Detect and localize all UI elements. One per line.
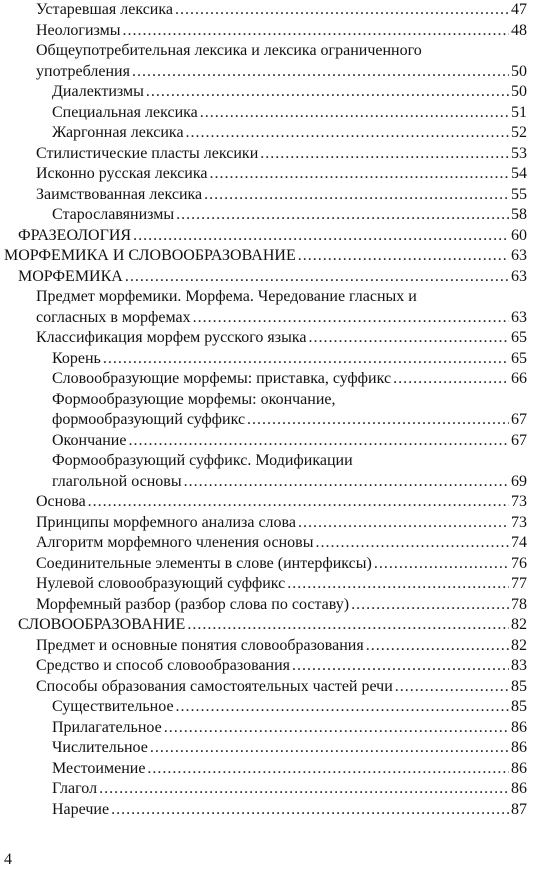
dot-leader bbox=[351, 595, 509, 616]
toc-entry bbox=[36, 144, 527, 165]
dot-leader bbox=[209, 164, 509, 185]
toc-entry-page: 85 bbox=[511, 698, 527, 715]
toc-entry-title: Морфемный разбор (разбор слова по составу) bbox=[36, 595, 350, 613]
toc-entry-title: Старославянизмы bbox=[52, 206, 175, 223]
toc-entry-title: Специальная лексика bbox=[52, 103, 198, 121]
toc-entry-title: Средство и способ словообразования bbox=[36, 657, 291, 674]
dot-leader bbox=[292, 656, 509, 677]
dot-leader bbox=[150, 738, 509, 759]
toc-entry-page: 66 bbox=[511, 370, 527, 387]
toc-entry-title: Наречие bbox=[52, 800, 110, 818]
toc-entry-title: Прилагательное bbox=[52, 718, 162, 736]
toc-entry bbox=[52, 779, 527, 800]
toc-entry-title-line: формообразующий суффикс bbox=[52, 411, 246, 428]
toc-entry-page: 87 bbox=[511, 800, 527, 818]
dot-leader bbox=[287, 574, 509, 595]
toc-entry-page: 86 bbox=[511, 759, 527, 777]
toc-entry bbox=[36, 287, 527, 328]
dot-leader bbox=[176, 205, 509, 226]
toc-entry-title: Корень bbox=[52, 349, 101, 367]
dot-leader bbox=[298, 246, 509, 267]
dot-leader bbox=[88, 492, 509, 513]
toc-entry bbox=[36, 513, 527, 534]
toc-entry-page: 63 bbox=[511, 247, 527, 264]
dot-leader bbox=[395, 677, 509, 698]
toc-entry-page: 82 bbox=[511, 636, 527, 654]
toc-entry-page: 86 bbox=[511, 780, 527, 797]
toc-entry bbox=[52, 349, 527, 370]
dot-leader bbox=[393, 369, 509, 390]
dot-leader bbox=[147, 759, 509, 780]
dot-leader bbox=[260, 144, 509, 165]
toc-entry-title: Окончание bbox=[52, 431, 127, 449]
toc-entry-page: 65 bbox=[511, 329, 527, 346]
toc-entry-page: 73 bbox=[511, 513, 527, 531]
toc-entry-title-line: Предмет морфемики. Морфема. Чередование гласных и bbox=[36, 288, 417, 305]
toc-entry-page: 74 bbox=[511, 534, 527, 551]
dot-leader bbox=[125, 267, 509, 288]
toc-entry bbox=[36, 554, 527, 575]
toc-entry-title: МОРФЕМИКА bbox=[18, 267, 123, 285]
toc-entry bbox=[52, 800, 527, 821]
toc-entry-title-line: согласных в морфемах bbox=[36, 308, 191, 326]
toc-entry-title: Основа bbox=[36, 493, 86, 510]
toc-entry-title: СЛОВООБРАЗОВАНИЕ bbox=[18, 616, 186, 633]
toc-entry bbox=[52, 451, 527, 492]
page-number: 4 bbox=[4, 851, 12, 868]
toc-entry bbox=[52, 718, 527, 739]
toc-entry-page: 86 bbox=[511, 718, 527, 736]
toc-entry bbox=[52, 759, 527, 780]
dot-leader bbox=[133, 226, 509, 247]
toc-entry-page: 78 bbox=[511, 595, 527, 613]
toc-entry-title: Алгоритм морфемного членения основы bbox=[36, 534, 314, 551]
toc-entry-title-line: Общеупотребительная лексика и лексика ограниченного bbox=[36, 42, 422, 59]
toc-entry bbox=[36, 41, 527, 82]
toc-entry-page: 52 bbox=[511, 124, 527, 141]
toc-entry-title-line: глагольной основы bbox=[52, 472, 182, 490]
toc-entry-title: Словообразующие морфемы: приставка, суффикс bbox=[52, 370, 392, 387]
dot-leader bbox=[298, 513, 509, 534]
toc-entry-title: Числительное bbox=[52, 739, 148, 756]
toc-entry bbox=[52, 738, 527, 759]
dot-leader bbox=[132, 62, 509, 83]
dot-leader bbox=[164, 718, 509, 739]
toc-entry-page: 63 bbox=[511, 308, 527, 326]
toc-entry-title: Устаревшая лексика bbox=[36, 1, 173, 18]
toc-entry-page: 50 bbox=[511, 62, 527, 80]
toc-entry bbox=[36, 636, 527, 657]
dot-leader bbox=[187, 615, 509, 636]
toc-entry-title: Предмет и основные понятия словообразования bbox=[36, 636, 364, 654]
toc-entry bbox=[4, 246, 527, 267]
toc-entry-title: Местоимение bbox=[52, 759, 146, 777]
toc-entry bbox=[36, 0, 527, 21]
toc-entry-title: Заимствованная лексика bbox=[36, 185, 203, 203]
toc-entry-title: Соединительные элементы в слове (интерфиксы) bbox=[36, 554, 372, 572]
dot-leader bbox=[176, 697, 509, 718]
toc-entry-title: ФРАЗЕОЛОГИЯ bbox=[18, 226, 132, 244]
toc-entry bbox=[36, 164, 527, 185]
toc-entry bbox=[52, 82, 527, 103]
toc-entry bbox=[36, 185, 527, 206]
toc-entry-title: Существительное bbox=[52, 698, 174, 715]
toc-entry-page: 51 bbox=[511, 103, 527, 121]
toc-entry-title: Принципы морфемного анализа слова bbox=[36, 513, 296, 531]
toc-entry bbox=[36, 492, 527, 513]
toc-entry bbox=[36, 21, 527, 42]
dot-leader bbox=[315, 533, 509, 554]
toc-entry-title-line: Формообразующий суффикс. Модификации bbox=[52, 452, 353, 469]
toc-entry-page: 73 bbox=[511, 493, 527, 510]
toc-entry bbox=[52, 205, 527, 226]
toc-entry-title: МОРФЕМИКА И СЛОВООБРАЗОВАНИЕ bbox=[4, 247, 296, 264]
toc-entry-page: 50 bbox=[511, 83, 527, 100]
toc-entry-page: 83 bbox=[511, 657, 527, 674]
toc-entry-title: Классификация морфем русского языка bbox=[36, 329, 307, 346]
toc-entry bbox=[18, 226, 527, 247]
toc-entry bbox=[36, 656, 527, 677]
toc-entry bbox=[18, 615, 527, 636]
dot-leader bbox=[99, 779, 509, 800]
toc-entry-page: 77 bbox=[511, 575, 527, 592]
dot-leader bbox=[103, 349, 509, 370]
dot-leader bbox=[308, 328, 509, 349]
toc-entry bbox=[52, 697, 527, 718]
toc-entry bbox=[36, 533, 527, 554]
toc-entry bbox=[36, 574, 527, 595]
dot-leader bbox=[175, 0, 509, 21]
dot-leader bbox=[200, 103, 509, 124]
toc-entry-title: Диалектизмы bbox=[52, 83, 144, 100]
toc-entry-title: Способы образования самостоятельных частей речи bbox=[36, 677, 393, 695]
dot-leader bbox=[128, 431, 509, 452]
toc-entry-page: 47 bbox=[511, 1, 527, 18]
toc-entry-page: 63 bbox=[511, 267, 527, 285]
dot-leader bbox=[184, 472, 509, 493]
toc-entry bbox=[36, 677, 527, 698]
toc-entry bbox=[52, 103, 527, 124]
dot-leader bbox=[366, 636, 509, 657]
toc-entry bbox=[18, 267, 527, 288]
toc-entry-page: 53 bbox=[511, 144, 527, 162]
toc-entry bbox=[52, 390, 527, 431]
toc-entry-page: 54 bbox=[511, 165, 527, 182]
dot-leader bbox=[111, 800, 509, 821]
toc-entry-page: 85 bbox=[511, 677, 527, 695]
toc-entry-page: 76 bbox=[511, 554, 527, 572]
toc-entry-page: 48 bbox=[511, 21, 527, 39]
toc-entry-page: 82 bbox=[511, 616, 527, 633]
toc-entry bbox=[36, 328, 527, 349]
toc-entry-title: Глагол bbox=[52, 780, 98, 797]
toc-entry-page: 58 bbox=[511, 206, 527, 223]
dot-leader bbox=[123, 21, 509, 42]
dot-leader bbox=[193, 308, 509, 329]
toc-entry-title: Жаргонная лексика bbox=[52, 124, 184, 141]
toc-entry bbox=[36, 595, 527, 616]
toc-entry-page: 65 bbox=[511, 349, 527, 367]
toc-entry-title: Нулевой словообразующий суффикс bbox=[36, 575, 286, 592]
toc-entry-title: Стилистические пласты лексики bbox=[36, 144, 259, 162]
toc-entry-page: 60 bbox=[511, 226, 527, 244]
toc-entry-title-line: употребления bbox=[36, 62, 130, 80]
toc-entry bbox=[52, 123, 527, 144]
dot-leader bbox=[146, 82, 509, 103]
toc-entry-page: 67 bbox=[511, 431, 527, 449]
dot-leader bbox=[204, 185, 509, 206]
dot-leader bbox=[186, 123, 509, 144]
toc-entry-page: 55 bbox=[511, 185, 527, 203]
toc-entry-title: Исконно русская лексика bbox=[36, 165, 208, 182]
toc-entry-page: 67 bbox=[511, 411, 527, 428]
dot-leader bbox=[374, 554, 509, 575]
toc-entry bbox=[52, 369, 527, 390]
toc-entry bbox=[52, 431, 527, 452]
dot-leader bbox=[247, 410, 509, 431]
toc-entry-title: Неологизмы bbox=[36, 21, 121, 39]
toc-entry-title-line: Формообразующие морфемы: окончание, bbox=[52, 390, 336, 408]
toc-entry-page: 69 bbox=[511, 472, 527, 490]
toc-entry-page: 86 bbox=[511, 739, 527, 756]
